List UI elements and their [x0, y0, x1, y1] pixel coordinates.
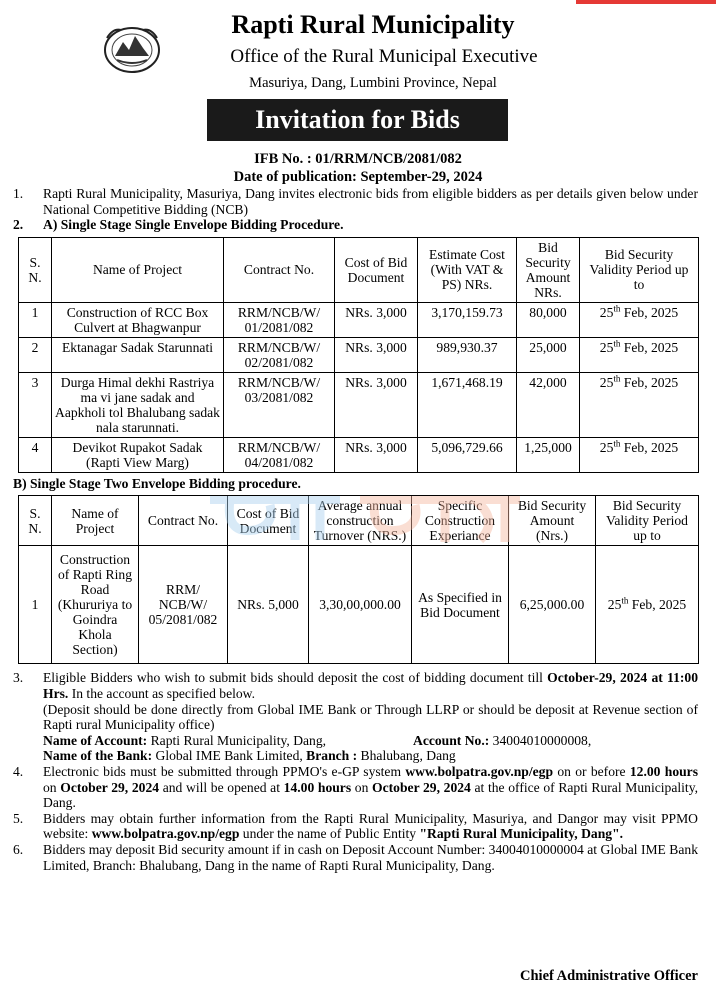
cell-cost: NRs. 3,000 — [335, 337, 418, 372]
cell-contract: RRM/NCB/W/ 01/2081/082 — [224, 302, 335, 337]
cell-estimate: 989,930.37 — [418, 337, 517, 372]
table-row — [19, 337, 699, 372]
cell-contract: RRM/NCB/W/ 02/2081/082 — [224, 337, 335, 372]
cell-cost: NRs. 3,000 — [335, 302, 418, 337]
cell-estimate: 3,170,159.73 — [418, 302, 517, 337]
cell-sn: 4 — [19, 437, 52, 472]
header-sn: S. N. — [19, 496, 52, 546]
header-project: Name of Project — [52, 237, 224, 302]
account-line: Name of Account: Rapti Rural Municipality, Dang, Account No.: 34004010000008, — [43, 732, 592, 748]
cell-sn: 2 — [19, 337, 52, 372]
cell-security: 1,25,000 — [517, 437, 580, 472]
header-experience: Specific Construction Experiance — [412, 496, 509, 546]
cell-project: Construction of Rapti Ring Road (Khururiya to Goindra Khola Section) — [52, 546, 139, 664]
cell-validity: 25th Feb, 2025 — [580, 302, 699, 337]
cell-sn: 1 — [19, 546, 52, 664]
office-subtitle: Office of the Rural Municipal Executive — [230, 46, 538, 67]
cell-cost: NRs. 3,000 — [335, 372, 418, 437]
cell-project: Devikot Rupakot Sadak (Rapti View Marg) — [52, 437, 224, 472]
paragraph-number: 3. — [13, 670, 24, 686]
paragraph-5: 5. Bidders may obtain further information from the Rapti Rural Municipality, Masuriya, and Dangor may visit PPMO website: www.bolpatra.gov.np/egp under the name of Public Entity "Rapti Rural Municipality, Dang". — [13, 810, 698, 842]
cell-security: 80,000 — [517, 302, 580, 337]
paragraph-3: 3. Eligible Bidders who wish to submit bids should deposit the cost of bidding document till October-29, 2024 at 11:00 Hrs. In the account as specified below. (Deposit should be done directly from Global IME Bank or Through LLRP or should be deposit at Revenue section of Rapti rural Municipality office) Name of Account: Rapti Rural Municipality, Dang, Account No.: 34004010000008, Name of the Bank: Global IME Bank Limited, Branch : Bhalubang, Dang — [13, 670, 698, 764]
table-row — [19, 302, 699, 337]
table-row — [19, 437, 699, 472]
notice-body — [13, 186, 698, 873]
cell-sn: 1 — [19, 302, 52, 337]
header-contract: Contract No. — [139, 496, 228, 546]
cell-project: Durga Himal dekhi Rastriya ma vi jane sadak and Aapkholi tol Bhalubang sadak nala starunnati. — [52, 372, 224, 437]
paragraph-text: Rapti Rural Municipality, Masuriya, Dang invites electronic bids from eligible bidders as per details given below under National Competitive Bidding (NCB) — [43, 186, 698, 217]
cell-sn: 3 — [19, 372, 52, 437]
office-address: Masuriya, Dang, Lumbini Province, Nepal — [249, 75, 497, 91]
ifb-number: IFB No. : 01/RRM/NCB/2081/082 — [254, 151, 462, 167]
cell-turnover: 3,30,00,000.00 — [309, 546, 412, 664]
paragraph-number: 2. — [13, 217, 24, 233]
header-validity: Bid Security Validity Period up to — [580, 237, 699, 302]
letterhead — [0, 0, 716, 94]
section-b-title: B) Single Stage Two Envelope Bidding procedure. — [13, 475, 301, 491]
header-validity: Bid Security Validity Period up to — [596, 496, 699, 546]
table-row — [19, 546, 699, 664]
cell-validity: 25th Feb, 2025 — [580, 437, 699, 472]
cell-security: 6,25,000.00 — [509, 546, 596, 664]
paragraph-4: 4. Electronic bids must be submitted through PPMO's e-GP system www.bolpatra.gov.np/egp on or before 12.00 hours on October 29, 2024 and will be opened at 14.00 hours on October 29, 2024 at the office of Rapti Rural Municipality, Dang. — [13, 763, 699, 811]
notice-banner: Invitation for Bids — [207, 99, 508, 141]
header-sn: S. N. — [19, 237, 52, 302]
table-header-row — [19, 237, 699, 302]
publication-date: Date of publication: September-29, 2024 — [233, 169, 483, 185]
cell-project: Ektanagar Sadak Starunnati — [52, 337, 224, 372]
paragraph-number: 6. — [13, 841, 24, 857]
bank-line: Name of the Bank: Global IME Bank Limited, Branch : Bhalubang, Dang — [43, 748, 456, 764]
header-cost: Cost of Bid Document — [228, 496, 309, 546]
cell-estimate: 5,096,729.66 — [418, 437, 517, 472]
bids-table-b — [18, 495, 699, 664]
cell-project: Construction of RCC Box Culvert at Bhagwanpur — [52, 302, 224, 337]
cell-cost: NRs. 5,000 — [228, 546, 309, 664]
paragraph-1 — [13, 186, 698, 217]
bids-table-a — [18, 237, 699, 473]
cell-experience: As Specified in Bid Document — [412, 546, 509, 664]
signature-title: Chief Administrative Officer — [520, 968, 698, 984]
paragraph-number: 1. — [13, 186, 24, 201]
header-security: Bid Security Amount (Nrs.) — [509, 496, 596, 546]
cell-validity: 25th Feb, 2025 — [596, 546, 699, 664]
cell-security: 25,000 — [517, 337, 580, 372]
section-a-title: A) Single Stage Single Envelope Bidding Procedure. — [43, 217, 344, 233]
header-estimate: Estimate Cost (With VAT & PS) NRs. — [418, 237, 517, 302]
header-security: Bid Security Amount NRs. — [517, 237, 580, 302]
cell-estimate: 1,671,468.19 — [418, 372, 517, 437]
paragraph-2 — [13, 217, 698, 233]
cell-cost: NRs. 3,000 — [335, 437, 418, 472]
cell-security: 42,000 — [517, 372, 580, 437]
paragraph-6 — [13, 842, 698, 873]
deposit-note: (Deposit should be done directly from Global IME Bank or Through LLRP or should be deposit at Revenue section of Rapti rural Municipality office) — [43, 701, 698, 733]
header-contract: Contract No. — [224, 237, 335, 302]
paragraph-number: 5. — [13, 810, 24, 826]
header-project: Name of Project — [52, 496, 139, 546]
table-header-row — [19, 496, 699, 546]
header-cost: Cost of Bid Document — [335, 237, 418, 302]
header-turnover: Average annual construction Turnover (NRS.) — [309, 496, 412, 546]
cell-contract: RRM/NCB/W/ 04/2081/082 — [224, 437, 335, 472]
paragraph-text: Bidders may deposit Bid security amount if in cash on Deposit Account Number: 34004010000004 at Global IME Bank Limited, Branch: Bhalubang, Dang in the name of Rapti Rural Municipality, Dang. — [43, 841, 698, 873]
cell-contract: RRM/NCB/W/ 03/2081/082 — [224, 372, 335, 437]
paragraph-number: 4. — [13, 763, 24, 779]
cell-validity: 25th Feb, 2025 — [580, 337, 699, 372]
cell-validity: 25th Feb, 2025 — [580, 372, 699, 437]
table-row — [19, 372, 699, 437]
municipality-title: Rapti Rural Municipality — [231, 10, 515, 39]
cell-contract: RRM/ NCB/W/ 05/2081/082 — [139, 546, 228, 664]
